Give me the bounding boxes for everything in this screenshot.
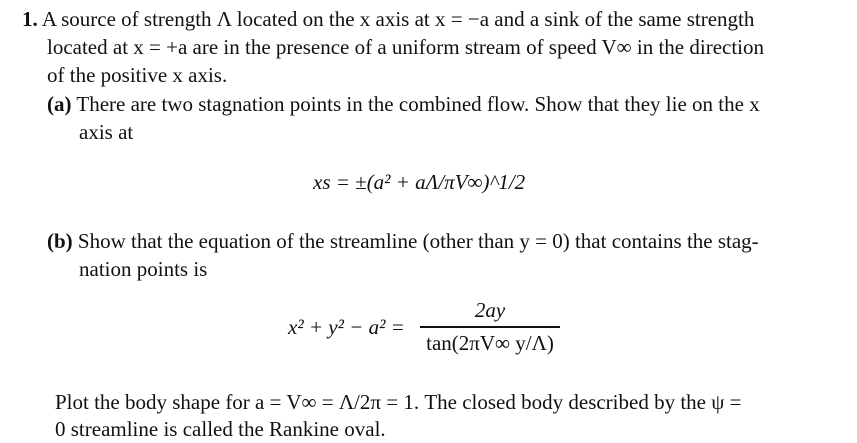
problem-intro-line-1 [22, 6, 754, 32]
fraction-bar [420, 326, 560, 328]
problem-number: 1. [22, 7, 38, 31]
closing-line-1: Plot the body shape for a = V∞ = Λ/2π = 1. The closed body described by the ψ = [55, 390, 742, 414]
closing-line-2: 0 streamline is called the Rankine oval. [55, 417, 386, 441]
part-a-label: (a) [47, 92, 72, 116]
part-a-text-1: There are two stagnation points in the combined flow. Show that they lie on the x [76, 92, 760, 116]
streamline-equation-numerator: 2ay [474, 298, 506, 322]
part-b-text-1: Show that the equation of the streamline (other than y = 0) that contains the stag- [77, 229, 759, 253]
stagnation-point-equation: xs = ±(a² + aΛ/πV∞)^1/2 [313, 170, 526, 194]
part-a-line-1 [47, 91, 760, 117]
part-b-line-1 [47, 228, 759, 254]
part-a-line-2: axis at [79, 120, 134, 144]
problem-intro-line-2: located at x = +a are in the presence of a uniform stream of speed V∞ in the direction [47, 35, 765, 59]
intro-line-1-text: A source of strength Λ located on the x axis at x = −a and a sink of the same strength [41, 7, 755, 31]
streamline-equation-lhs: x² + y² − a² = [288, 315, 405, 339]
streamline-equation-denominator: tan(2πV∞ y/Λ) [426, 331, 554, 355]
problem-intro-line-3: of the positive x axis. [47, 63, 228, 87]
part-b-line-2: nation points is [79, 257, 208, 281]
part-b-label: (b) [47, 229, 73, 253]
